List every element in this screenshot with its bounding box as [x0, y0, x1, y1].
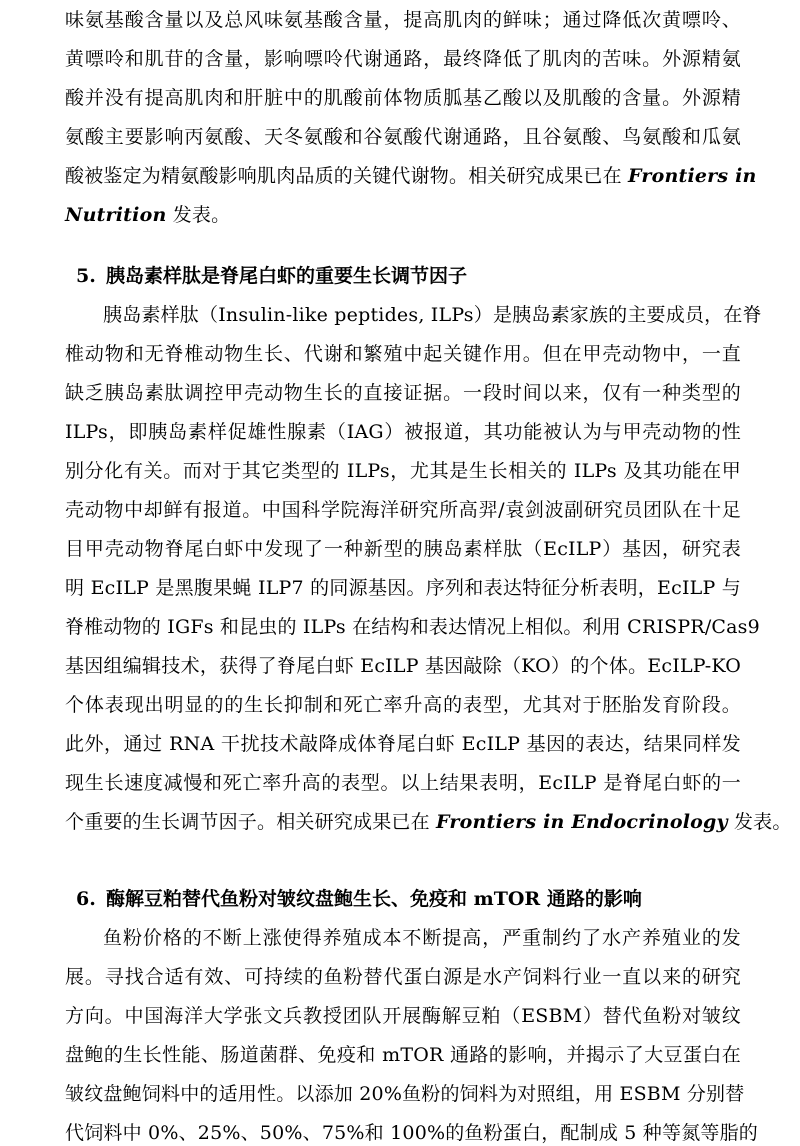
text-line: 目甲壳动物脊尾白虾中发现了一种新型的胰岛素样肽（EcILP）基因，研究表 [65, 538, 741, 560]
text-line: 酸并没有提高肌肉和肝脏中的肌酸前体物质胍基乙酸以及肌酸的含量。外源精 [65, 87, 741, 109]
section-heading [76, 887, 642, 911]
section-title: 酶解豆粕替代鱼粉对皱纹盘鲍生长、免疫和 mTOR 通路的影响 [106, 888, 642, 910]
text-line: 鱼粉价格的不断上涨使得养殖成本不断提高，严重制约了水产养殖业的发 [103, 927, 741, 949]
journal-name: Nutrition [65, 204, 167, 226]
section-number: 6. [76, 888, 96, 910]
text-line: 脊椎动物的 IGFs 和昆虫的 ILPs 在结构和表达情况上相似。利用 CRISPR/Cas9 [65, 616, 760, 638]
text-line: 别分化有关。而对于其它类型的 ILPs，尤其是生长相关的 ILPs 及其功能在甲 [65, 460, 741, 482]
text-line: 氨酸主要影响丙氨酸、天冬氨酸和谷氨酸代谢通路，且谷氨酸、鸟氨酸和瓜氨 [65, 126, 741, 148]
text-line: 胰岛素样肽（Insulin-like peptides, ILPs）是胰岛素家族的主要成员，在脊 [103, 304, 762, 326]
text-line: 黄嘌呤和肌苷的含量，影响嘌呤代谢通路，最终降低了肌肉的苦味。外源精氨 [65, 48, 741, 70]
text-line: 明 EcILP 是黑腹果蝇 ILP7 的同源基因。序列和表达特征分析表明，EcILP 与 [65, 577, 741, 599]
journal-name: Frontiers in Endocrinology [436, 811, 728, 833]
text-segment: 发表。 [727, 811, 792, 833]
text-line: 代饲料中 0%、25%、50%、75%和 100%的鱼粉蛋白，配制成 5 种等氮等脂的 [65, 1122, 759, 1144]
journal-name: Frontiers in [628, 165, 757, 187]
text-line: 壳动物中却鲜有报道。中国科学院海洋研究所高羿/袁剑波副研究员团队在十足 [65, 499, 741, 521]
text-line [65, 203, 741, 227]
text-line: 味氨基酸含量以及总风味氨基酸含量，提高肌肉的鲜味；通过降低次黄嘌呤、 [65, 9, 741, 31]
text-line: 基因组编辑技术，获得了脊尾白虾 EcILP 基因敲除（KO）的个体。EcILP-KO [65, 655, 741, 677]
section-number: 5. [76, 265, 96, 287]
text-line: 盘鲍的生长性能、肠道菌群、免疫和 mTOR 通路的影响，并揭示了大豆蛋白在 [65, 1044, 741, 1066]
text-line: 现生长速度减慢和死亡率升高的表型。以上结果表明，EcILP 是脊尾白虾的一 [65, 772, 741, 794]
text-line [65, 164, 757, 188]
text-line: 展。寻找合适有效、可持续的鱼粉替代蛋白源是水产饲料行业一直以来的研究 [65, 966, 741, 988]
text-line: 此外，通过 RNA 干扰技术敲降成体脊尾白虾 EcILP 基因的表达，结果同样发 [65, 733, 741, 755]
section-title: 胰岛素样肽是脊尾白虾的重要生长调节因子 [106, 265, 468, 287]
section-heading [76, 264, 467, 288]
text-segment: 酸被鉴定为精氨酸影响肌肉品质的关键代谢物。相关研究成果已在 [65, 165, 629, 187]
text-segment: 个重要的生长调节因子。相关研究成果已在 [65, 811, 437, 833]
text-line: ILPs，即胰岛素样促雄性腺素（IAG）被报道，其功能被认为与甲壳动物的性 [65, 421, 741, 443]
text-line: 皱纹盘鲍饲料中的适用性。以添加 20%鱼粉的饲料为对照组，用 ESBM 分别替 [65, 1083, 745, 1105]
text-line: 个体表现出明显的的生长抑制和死亡率升高的表型，尤其对于胚胎发育阶段。 [65, 694, 741, 716]
text-line: 方向。中国海洋大学张文兵教授团队开展酶解豆粕（ESBM）替代鱼粉对皱纹 [65, 1005, 741, 1027]
text-segment: 发表。 [166, 204, 231, 226]
text-line [65, 810, 792, 834]
text-line: 椎动物和无脊椎动物生长、代谢和繁殖中起关键作用。但在甲壳动物中，一直 [65, 343, 741, 365]
text-line: 缺乏胰岛素肽调控甲壳动物生长的直接证据。一段时间以来，仅有一种类型的 [65, 382, 741, 404]
